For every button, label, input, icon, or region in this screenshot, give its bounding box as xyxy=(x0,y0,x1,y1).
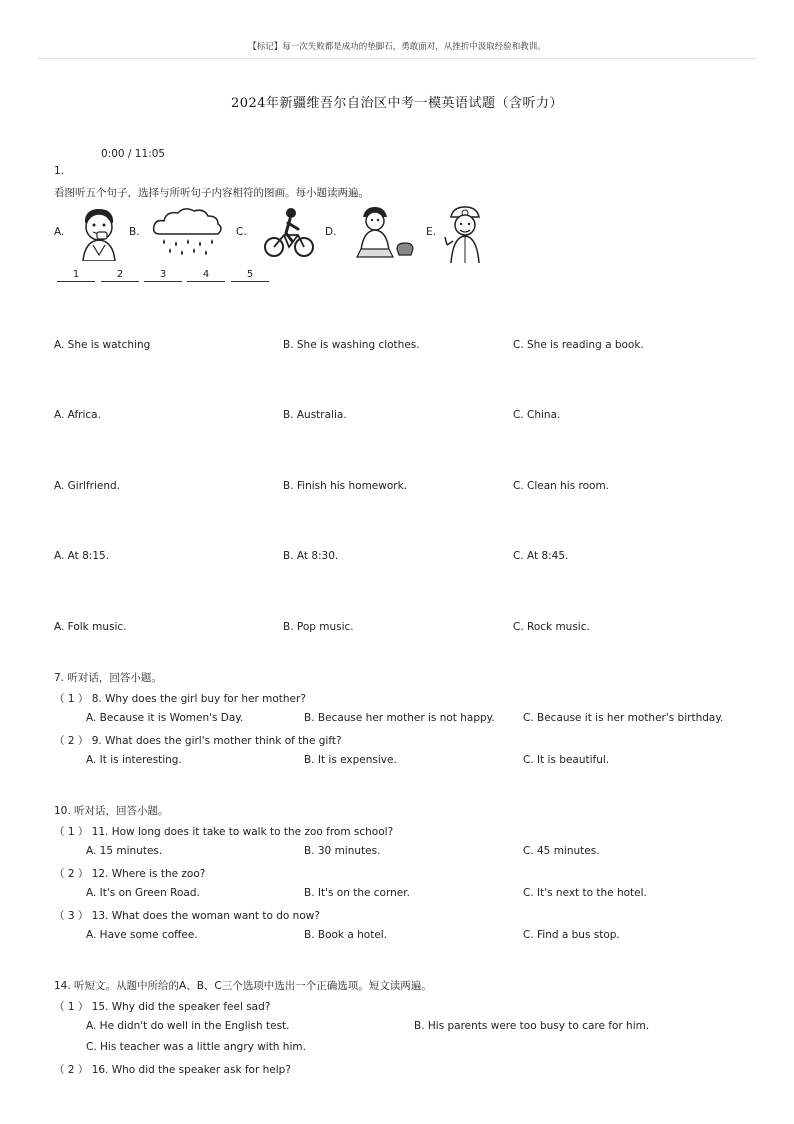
picture-label-a: A. xyxy=(54,226,65,238)
audio-time[interactable]: 0:00 / 11:05 xyxy=(101,148,166,160)
picture-label-c: C. xyxy=(236,226,247,238)
sick-man-picture xyxy=(73,205,123,261)
option-row-3b[interactable]: B. Australia. xyxy=(283,409,347,421)
option-row-6c[interactable]: C. Rock music. xyxy=(513,621,590,633)
answer-blank-3[interactable]: 3 xyxy=(144,268,182,282)
picture-label-d: D. xyxy=(325,226,337,238)
question-9-option-b[interactable]: B. It is expensive. xyxy=(304,754,397,766)
question-14-heading: 14. 听短文。从题中所给的A、B、C三个选项中选出一个正确选项。短文读两遍。 xyxy=(54,980,432,992)
question-1-number: 1. xyxy=(54,165,65,177)
question-8-option-a[interactable]: A. Because it is Women's Day. xyxy=(86,712,244,724)
option-row-5b[interactable]: B. At 8:30. xyxy=(283,550,339,562)
question-13-option-c[interactable]: C. Find a bus stop. xyxy=(523,929,620,941)
question-12-option-a[interactable]: A. It's on Green Road. xyxy=(86,887,200,899)
question-12-option-b[interactable]: B. It's on the corner. xyxy=(304,887,410,899)
question-9-label: （ 2 ） 9. What does the girl's mother think of the gift? xyxy=(54,735,342,747)
option-row-3a[interactable]: A. Africa. xyxy=(54,409,101,421)
option-row-2a[interactable]: A. She is watching xyxy=(54,339,151,351)
question-8-label: （ 1 ） 8. Why does the girl buy for her mother? xyxy=(54,693,306,705)
question-11-option-a[interactable]: A. 15 minutes. xyxy=(86,845,163,857)
option-row-6a[interactable]: A. Folk music. xyxy=(54,621,127,633)
answer-blank-1[interactable]: 1 xyxy=(57,268,95,282)
header-note: 【标记】每一次失败都是成功的垫脚石，勇敢面对，从挫折中汲取经验和教训。 xyxy=(248,42,546,52)
header-divider xyxy=(38,58,756,59)
answer-blank-2[interactable]: 2 xyxy=(101,268,139,282)
question-15-option-c[interactable]: C. His teacher was a little angry with him. xyxy=(86,1041,306,1053)
question-15-label: （ 1 ） 15. Why did the speaker feel sad? xyxy=(54,1001,271,1013)
question-10-heading: 10. 听对话，回答小题。 xyxy=(54,805,169,817)
question-11-option-b[interactable]: B. 30 minutes. xyxy=(304,845,381,857)
rain-cloud-picture xyxy=(150,206,226,258)
cyclist-picture xyxy=(262,205,316,259)
question-9-option-a[interactable]: A. It is interesting. xyxy=(86,754,182,766)
answer-blank-4[interactable]: 4 xyxy=(187,268,225,282)
question-1-instruction: 看图听五个句子，选择与所听句子内容相符的图画。每小题读两遍。 xyxy=(54,187,369,199)
option-row-5c[interactable]: C. At 8:45. xyxy=(513,550,569,562)
option-row-4c[interactable]: C. Clean his room. xyxy=(513,480,610,492)
question-11-label: （ 1 ） 11. How long does it take to walk to the zoo from school? xyxy=(54,826,394,838)
page-title: 2024年新疆维吾尔自治区中考一模英语试题（含听力） xyxy=(230,96,564,111)
option-row-3c[interactable]: C. China. xyxy=(513,409,561,421)
question-7-heading: 7. 听对话，回答小题。 xyxy=(54,672,162,684)
picture-label-b: B. xyxy=(129,226,140,238)
option-row-4a[interactable]: A. Girlfriend. xyxy=(54,480,121,492)
question-15-option-b[interactable]: B. His parents were too busy to care for him. xyxy=(414,1020,650,1032)
option-row-4b[interactable]: B. Finish his homework. xyxy=(283,480,408,492)
question-9-option-c[interactable]: C. It is beautiful. xyxy=(523,754,610,766)
option-row-2b[interactable]: B. She is washing clothes. xyxy=(283,339,420,351)
option-row-6b[interactable]: B. Pop music. xyxy=(283,621,354,633)
man-pointing-picture xyxy=(443,205,487,263)
question-13-option-b[interactable]: B. Book a hotel. xyxy=(304,929,388,941)
picture-label-e: E. xyxy=(426,226,436,238)
question-13-option-a[interactable]: A. Have some coffee. xyxy=(86,929,198,941)
question-13-label: （ 3 ） 13. What does the woman want to do now? xyxy=(54,910,320,922)
question-15-option-a[interactable]: A. He didn't do well in the English test. xyxy=(86,1020,290,1032)
question-8-option-c[interactable]: C. Because it is her mother's birthday. xyxy=(523,712,724,724)
washing-clothes-picture xyxy=(353,205,417,261)
question-8-option-b[interactable]: B. Because her mother is not happy. xyxy=(304,712,495,724)
question-11-option-c[interactable]: C. 45 minutes. xyxy=(523,845,600,857)
question-12-label: （ 2 ） 12. Where is the zoo? xyxy=(54,868,206,880)
question-12-option-c[interactable]: C. It's next to the hotel. xyxy=(523,887,647,899)
option-row-5a[interactable]: A. At 8:15. xyxy=(54,550,110,562)
option-row-2c[interactable]: C. She is reading a book. xyxy=(513,339,644,351)
answer-blank-5[interactable]: 5 xyxy=(231,268,269,282)
question-16-label: （ 2 ） 16. Who did the speaker ask for help? xyxy=(54,1064,291,1076)
